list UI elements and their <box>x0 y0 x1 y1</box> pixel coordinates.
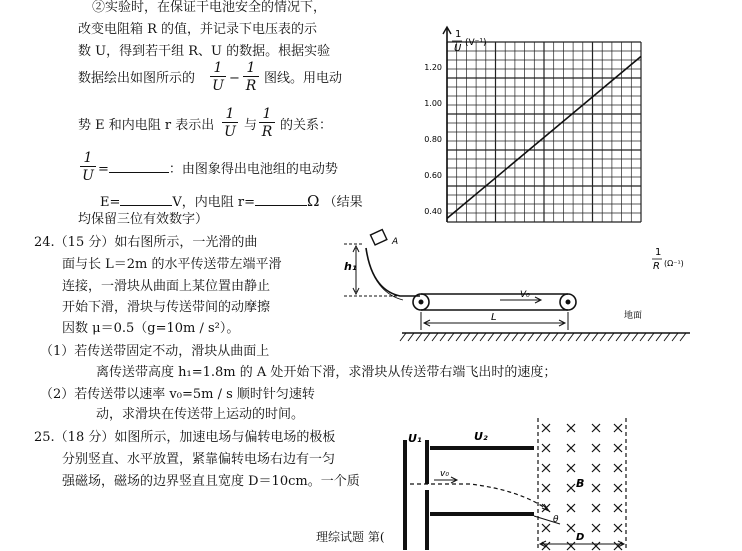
field-x-mark <box>592 444 600 452</box>
left-pulley-axle <box>419 300 423 304</box>
fig25-diagram <box>403 418 626 551</box>
field-x-mark <box>614 524 622 532</box>
q25-line2: 分别竖直、水平放置，紧靠偏转电场右边有一匀 <box>62 452 336 467</box>
hatch-mark <box>560 333 566 341</box>
q24-line4: 开始下滑，滑块与传送带间的动摩擦 <box>62 300 271 315</box>
frac-1-over-U-3: $\frac{1}{U}$ <box>80 150 96 185</box>
field-x-mark <box>542 444 550 452</box>
minus-sign: − <box>229 71 240 86</box>
field-x-mark <box>614 444 622 452</box>
hatch-mark <box>424 333 430 341</box>
field-x-mark <box>542 424 550 432</box>
plate-left-2-bottom <box>425 490 429 550</box>
plate-left-1 <box>403 440 407 550</box>
label-D: D <box>576 532 585 543</box>
q24-line5: 因数 μ＝0.5（g=10m / s²）。 <box>62 321 240 336</box>
hatch-mark <box>632 333 638 341</box>
q24-line2: 面与长 L＝2m 的水平传送带左端平滑 <box>62 257 282 272</box>
y-tick-label: 1.20 <box>424 63 442 73</box>
particle-path <box>410 484 548 510</box>
frac-1-over-R-2: $\frac{1}{R}$ <box>259 106 275 141</box>
hatch-mark <box>544 333 550 341</box>
hatch-mark <box>552 333 558 341</box>
label-L: L <box>491 312 497 323</box>
right-pulley-axle <box>566 300 570 304</box>
curved-ramp <box>366 248 420 296</box>
q24-part2a: （2）若传送带以速率 v₀=5m / s 顺时针匀速转 <box>40 387 315 402</box>
hatch-mark <box>440 333 446 341</box>
chart-tick-labels <box>424 63 442 216</box>
q24-part1a: （1）若传送带固定不动，滑块从曲面上 <box>40 344 270 359</box>
label-U2: U₂ <box>474 430 488 443</box>
label-v0-25: v₀ <box>440 469 449 479</box>
hatch-mark <box>656 333 662 341</box>
q25-line3: 强磁场，磁场的边界竖直且宽度 D＝10cm。一个质 <box>62 474 360 489</box>
slider-block <box>370 230 386 245</box>
y-tick-label: 0.40 <box>424 207 442 217</box>
label-v0: V₀ <box>520 290 530 300</box>
q23-line5-pre: 势 E 和内电阻 r 表示出 <box>78 118 215 133</box>
hatch-mark <box>456 333 462 341</box>
hatch-mark <box>640 333 646 341</box>
field-x-mark <box>567 484 575 492</box>
hatch-mark <box>520 333 526 341</box>
field-x-mark <box>567 504 575 512</box>
hatch-mark <box>616 333 622 341</box>
q25-line1: 25.（18 分）如图所示，加速电场与偏转电场的极板 <box>34 430 336 445</box>
field-x-mark <box>592 424 600 432</box>
hatch-mark <box>408 333 414 341</box>
q23-line8: 均保留三位有效数字） <box>78 212 209 227</box>
hatch-mark <box>496 333 502 341</box>
q23-line5-mid: 与 <box>244 118 258 133</box>
label-ground: 地面 <box>624 311 643 321</box>
hatch-mark <box>680 333 686 341</box>
q23-line7: E= V，内电阻 r= Ω （结果 <box>100 192 363 210</box>
label-theta: θ <box>553 515 559 525</box>
hatch-mark <box>464 333 470 341</box>
hatch-mark <box>584 333 590 341</box>
q24-line3: 连接，一滑块从曲面上某位置由静止 <box>62 279 271 294</box>
hatch-mark <box>432 333 438 341</box>
q23-line3: 数 U，得到若干组 R、U 的数据。根据实验 <box>78 44 331 59</box>
x-axis-unit: (Ω⁻¹) <box>664 259 684 268</box>
label-A: A <box>392 237 399 247</box>
hatch-mark <box>480 333 486 341</box>
y-tick-label: 1.00 <box>424 99 442 109</box>
q24-line1: 24.（15 分）如右图所示，一光滑的曲 <box>34 235 258 250</box>
field-x-mark <box>614 484 622 492</box>
q24-part1b: 离传送带高度 h₁=1.8m 的 A 处开始下滑，求滑块从传送带右端飞出时的速度； <box>96 365 557 380</box>
ramp-inner-edge <box>366 248 403 300</box>
field-x-mark <box>592 464 600 472</box>
page-footer: 理综试题 第( <box>316 530 385 544</box>
hatch-mark <box>400 333 406 341</box>
hatch-mark <box>536 333 542 341</box>
field-x-mark <box>592 524 600 532</box>
plate-top <box>430 446 534 450</box>
label-U1: U₁ <box>408 432 422 445</box>
label-B: B <box>576 477 585 490</box>
field-x-mark <box>567 542 575 550</box>
label-h1: h₁ <box>344 260 357 273</box>
hatch-mark <box>672 333 678 341</box>
q23-line1: ②实验时，在保证干电池安全的情况下， <box>92 0 327 15</box>
hatch-mark <box>608 333 614 341</box>
hatch-mark <box>592 333 598 341</box>
hatch-mark <box>600 333 606 341</box>
hatch-mark <box>504 333 510 341</box>
q23-line4-post: 图线。用电动 <box>264 71 343 86</box>
frac-1-over-U: $\frac{1}{U}$ <box>210 60 226 95</box>
y-axis-label-num: 1 <box>455 29 462 40</box>
field-x-mark <box>592 484 600 492</box>
field-x-mark <box>592 542 600 550</box>
field-x-mark <box>567 464 575 472</box>
q23-line4-pre: 数据绘出如图所示的 <box>78 71 196 86</box>
q23-line6: = ：由图象得出电池组的电动势 <box>98 162 338 177</box>
field-x-mark <box>614 504 622 512</box>
field-x-mark <box>542 464 550 472</box>
frac-1-over-R: $\frac{1}{R}$ <box>243 60 259 95</box>
hatch-mark <box>576 333 582 341</box>
y-tick-label: 0.80 <box>424 135 442 145</box>
chart-axes <box>443 27 451 222</box>
y-axis-label-den: U <box>454 43 462 54</box>
field-x-mark <box>614 464 622 472</box>
field-x-mark <box>542 484 550 492</box>
plate-left-2-top <box>425 440 429 484</box>
hatch-mark <box>512 333 518 341</box>
frac-1-over-U-2: $\frac{1}{U}$ <box>222 106 238 141</box>
q23-line2: 改变电阻箱 R 的值，并记录下电压表的示 <box>78 22 318 37</box>
hatch-mark <box>416 333 422 341</box>
hatch-mark <box>568 333 574 341</box>
x-axis-label-den: R <box>653 261 660 272</box>
field-x-mark <box>542 524 550 532</box>
hatch-mark <box>624 333 630 341</box>
hatch-mark <box>472 333 478 341</box>
q24-part2b: 动，求滑块在传送带上运动的时间。 <box>96 407 305 422</box>
q23-line5-post: 的关系： <box>280 118 333 133</box>
field-x-mark <box>614 424 622 432</box>
field-x-mark <box>567 424 575 432</box>
x-axis-label-num: 1 <box>655 247 662 258</box>
ground-hatch <box>400 333 686 341</box>
hatch-mark <box>648 333 654 341</box>
y-axis-unit: (V⁻¹) <box>465 38 487 48</box>
hatch-mark <box>448 333 454 341</box>
hatch-mark <box>488 333 494 341</box>
field-x-mark <box>592 504 600 512</box>
plate-bottom <box>430 512 534 516</box>
y-tick-label: 0.60 <box>424 171 442 181</box>
field-x-mark <box>567 444 575 452</box>
hatch-mark <box>528 333 534 341</box>
field-x-mark <box>567 524 575 532</box>
hatch-mark <box>664 333 670 341</box>
